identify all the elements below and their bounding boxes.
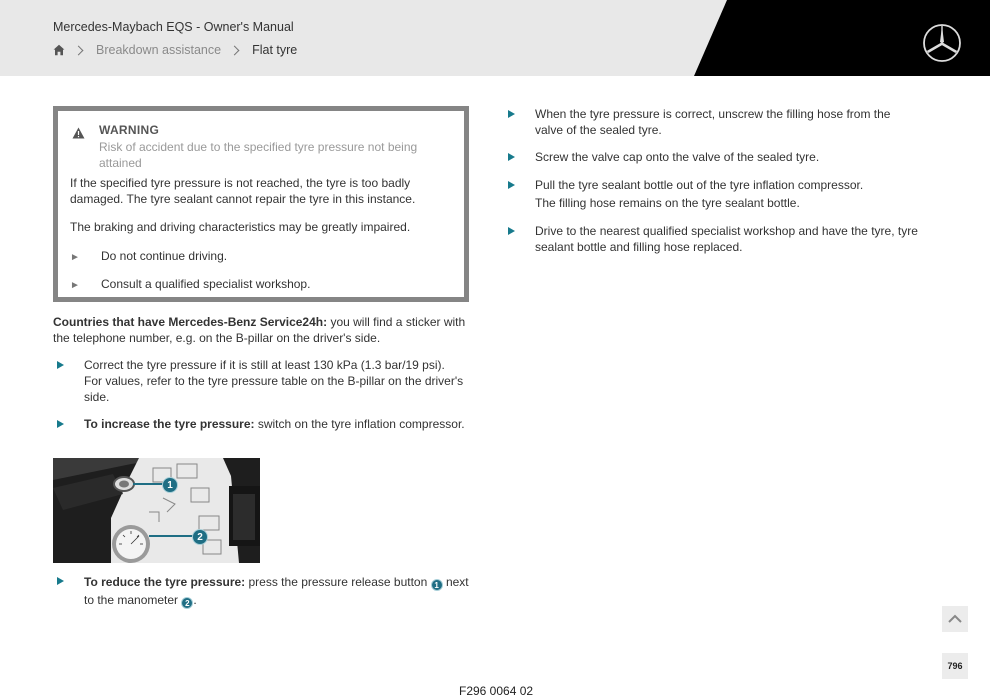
manual-title: Mercedes-Maybach EQS - Owner's Manual [53, 20, 294, 34]
step-arrow-icon [508, 227, 515, 235]
breadcrumb [53, 43, 297, 57]
breadcrumb-flat-tyre: Flat tyre [252, 43, 298, 57]
breadcrumb-breakdown-assistance[interactable]: Breakdown assistance [96, 43, 222, 57]
warning-title: WARNING [99, 123, 160, 137]
callout-1: 1 [431, 579, 443, 591]
warning-subtitle: Risk of accident due to the specified tyre pressure not being attained [99, 140, 418, 170]
step-pull-bottle: Pull the tyre sealant bottle out of the tyre inflation compressor. The filling hose remains on the tyre sealant bottle. [535, 178, 864, 210]
home-icon[interactable] [53, 44, 65, 56]
step-increase-pressure: To increase the tyre pressure: switch on the tyre inflation compressor. [84, 417, 465, 431]
compressor-illustration [53, 458, 260, 563]
callout-2: 2 [192, 529, 208, 545]
step-arrow-icon [508, 110, 515, 118]
chevron-up-icon [942, 606, 968, 632]
step-drive-to-workshop: Drive to the nearest qualified specialist workshop and have the tyre, tyre sealant bottle and filling hose replaced. [535, 224, 918, 254]
chevron-right-icon [74, 45, 84, 55]
callout-1: 1 [162, 477, 178, 493]
step-arrow-icon [508, 153, 515, 161]
callout-2: 2 [181, 597, 193, 609]
step-screw-valve-cap: Screw the valve cap onto the valve of the sealed tyre. [535, 150, 820, 164]
warning-triangle-icon [72, 127, 85, 139]
scroll-up-button[interactable] [942, 606, 968, 632]
chevron-right-icon [230, 45, 240, 55]
step-arrow-icon [57, 420, 64, 428]
warning-text: The braking and driving characteristics may be greatly impaired. [70, 220, 411, 234]
page-number-button[interactable]: 796 [942, 653, 968, 679]
step-arrow-icon [57, 361, 64, 369]
arrow-icon: ► [70, 280, 80, 291]
step-unscrew-hose: When the tyre pressure is correct, unscrew the filling hose from the valve of the sealed tyre. [535, 107, 891, 137]
figure-code: F296 0064 02 [459, 684, 534, 698]
header [0, 0, 990, 76]
mercedes-star-icon[interactable] [922, 23, 962, 63]
service24h-paragraph: Countries that have Mercedes-Benz Service24h: you will find a sticker with the telephone number, e.g. on the B-pillar on the driver's side. [53, 315, 466, 345]
step-reduce-pressure: To reduce the tyre pressure: press the pressure release button 1 next to the manometer 2 . [84, 575, 469, 608]
compressor-photo [53, 458, 260, 563]
list-item: ► Consult a qualified specialist workshop. [70, 276, 310, 294]
step-arrow-icon [508, 181, 515, 189]
warning-text: If the specified tyre pressure is not reached, the tyre is too badly damaged. The tyre sealant cannot repair the tyre in this instance. [70, 176, 416, 206]
list-item: ► Do not continue driving. [70, 248, 227, 266]
warning-box [53, 106, 469, 302]
arrow-icon: ► [70, 252, 80, 263]
step-arrow-icon [57, 577, 64, 585]
step-correct-pressure: Correct the tyre pressure if it is still at least 130 kPa (1.3 bar/19 psi). For values, refer to the tyre pressure table on the B-pillar on the driver's side. [84, 358, 464, 404]
